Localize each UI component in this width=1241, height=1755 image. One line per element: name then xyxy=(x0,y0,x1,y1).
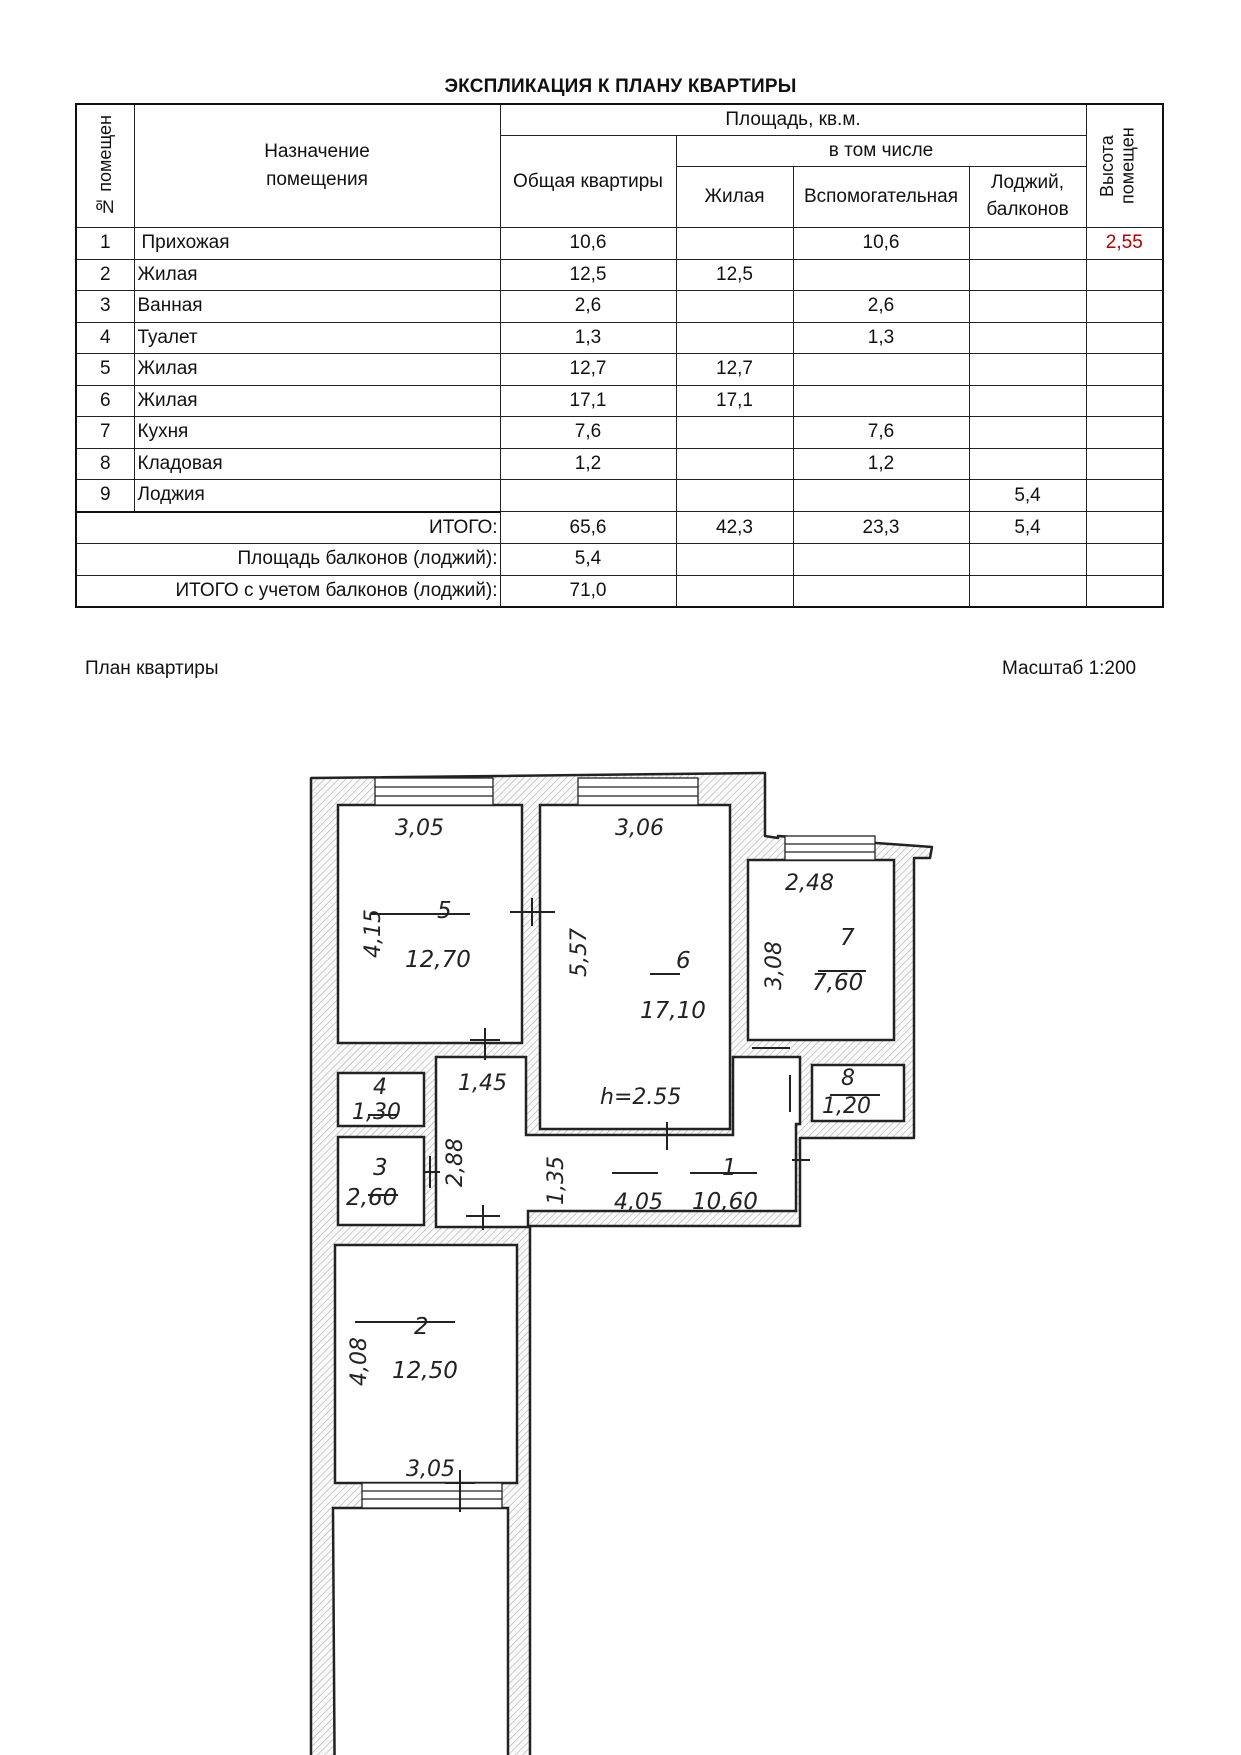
room-6-number: 6 xyxy=(676,948,691,974)
room-3-area: 2,60 xyxy=(346,1185,398,1211)
room-7-area: 7,60 xyxy=(812,970,864,996)
table-row: 5 Жилая 12,7 12,7 xyxy=(76,354,1163,386)
header-loggia: Лоджий, балконов xyxy=(969,167,1086,228)
room-5-length: 4,15 xyxy=(361,909,386,958)
room-2-length: 4,08 xyxy=(347,1337,372,1386)
total-row: ИТОГО: 65,6 42,3 23,3 5,4 xyxy=(76,512,1163,544)
room-7-number: 7 xyxy=(840,925,855,951)
header-height: Высота помещен xyxy=(1086,104,1163,228)
room-6-height: h=2.55 xyxy=(600,1085,682,1110)
room-8-number: 8 xyxy=(841,1066,855,1091)
table-row: 9 Лоджия 5,4 xyxy=(76,480,1163,512)
header-purpose: Назначение помещения xyxy=(134,104,500,228)
grand-total-row: ИТОГО с учетом балконов (лоджий): 71,0 xyxy=(76,575,1163,607)
room-5-number: 5 xyxy=(437,898,452,924)
table-row: 6 Жилая 17,1 17,1 xyxy=(76,385,1163,417)
header-aux: Вспомогательная xyxy=(793,167,969,228)
document-title: ЭКСПЛИКАЦИЯ К ПЛАНУ КВАРТИРЫ xyxy=(444,76,797,97)
table-row: 4 Туалет 1,3 1,3 xyxy=(76,322,1163,354)
scale-label: Масштаб 1:200 xyxy=(1002,658,1137,679)
room-6-area: 17,10 xyxy=(640,998,706,1024)
room-7-width: 2,48 xyxy=(785,871,834,896)
room-4-number: 4 xyxy=(373,1075,387,1100)
room-1-width: 4,05 xyxy=(614,1190,663,1215)
header-num: № помещен xyxy=(76,104,134,228)
room-2-area: 12,50 xyxy=(392,1358,458,1384)
header-incl: в том числе xyxy=(676,136,1086,167)
header-total: Общая квартиры xyxy=(500,136,676,228)
room-8-area: 1,20 xyxy=(822,1094,871,1119)
table-row: 1 Прихожая 10,6 10,6 2,55 xyxy=(76,228,1163,260)
room-1-dim-b: 2,88 xyxy=(443,1138,468,1187)
table-row: 3 Ванная 2,6 2,6 xyxy=(76,291,1163,323)
header-area-group: Площадь, кв.м. xyxy=(500,104,1086,136)
room-6-width: 3,06 xyxy=(615,816,664,841)
room-2-number: 2 xyxy=(414,1314,429,1340)
loggia xyxy=(333,1508,508,1755)
plan-label: План квартиры xyxy=(85,658,219,679)
room-1-area: 10,60 xyxy=(692,1189,758,1215)
room-1-dim-a: 1,45 xyxy=(458,1071,507,1096)
room-5-width: 3,05 xyxy=(395,816,444,841)
table-row: 2 Жилая 12,5 12,5 xyxy=(76,259,1163,291)
balcony-row: Площадь балконов (лоджий): 5,4 xyxy=(76,544,1163,576)
room-6-length: 5,57 xyxy=(567,928,592,977)
header-living: Жилая xyxy=(676,167,793,228)
room-3-number: 3 xyxy=(373,1155,388,1181)
room-1-number: 1 xyxy=(722,1155,737,1181)
table-row: 7 Кухня 7,6 7,6 xyxy=(76,417,1163,449)
room-2-width: 3,05 xyxy=(406,1457,455,1482)
room-3 xyxy=(338,1137,424,1225)
room-5-area: 12,70 xyxy=(405,947,471,973)
room-1-dim-c: 1,35 xyxy=(544,1156,569,1205)
room-7-length: 3,08 xyxy=(762,941,787,990)
room-4-area: 1,30 xyxy=(352,1100,401,1125)
table-row: 8 Кладовая 1,2 1,2 xyxy=(76,448,1163,480)
